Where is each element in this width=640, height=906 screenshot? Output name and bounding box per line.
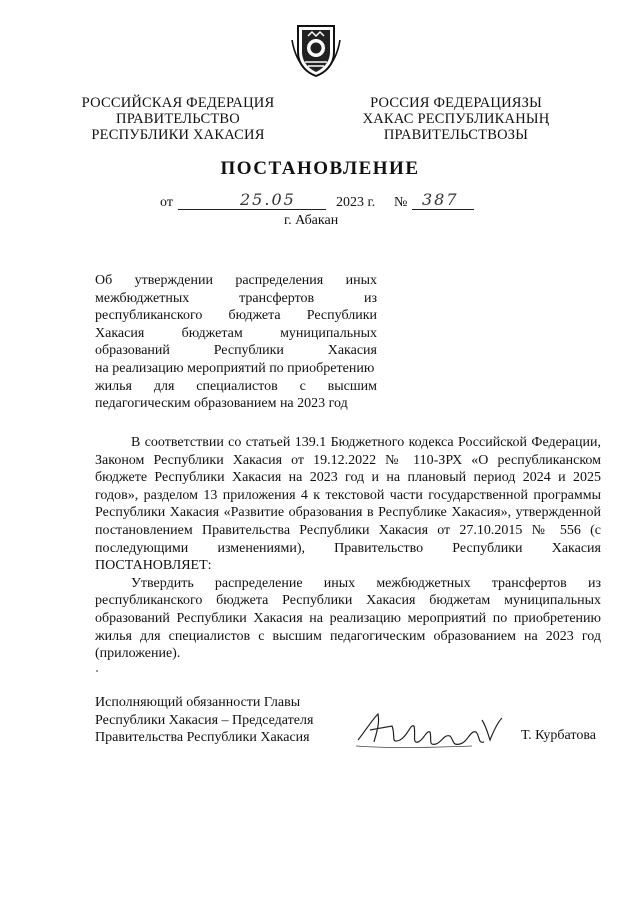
header-left xyxy=(80,95,276,143)
signer-position-line: Исполняющий обязанности Главы xyxy=(95,695,301,710)
header-left-line: РОССИЙСКАЯ ФЕДЕРАЦИЯ xyxy=(81,95,275,111)
number-underline xyxy=(412,209,474,210)
signer-position-line: Республики Хакасия – Председателя xyxy=(95,712,314,728)
stray-mark xyxy=(96,670,98,672)
subject-line: межбюджетных трансфертов из xyxy=(95,290,377,306)
subject-line: образований Республики Хакасия xyxy=(95,343,377,359)
signer-position xyxy=(95,694,313,747)
year-label: 2023 г. xyxy=(336,195,376,210)
city-label: г. Абакан xyxy=(284,213,339,228)
date-from-label: от xyxy=(160,195,173,210)
body-paragraph: Утвердить распределение иных межбюджетных трансфертов из республиканского бюджета Республики Хакасия бюджетам муниципальных образований Республики Хакасия на реализацию мероприятий по приобретению жилья для специалистов с высшим педагогическим образованием на 2023 год (приложение). xyxy=(95,575,601,662)
document-title: ПОСТАНОВЛЕНИЕ xyxy=(220,158,420,179)
subject-block xyxy=(95,272,377,413)
number-label: № xyxy=(394,195,408,210)
header-right xyxy=(352,95,560,143)
handwritten-date: 25.05 xyxy=(240,190,296,209)
signer-name: Т. Курбатова xyxy=(521,728,596,743)
signer-position-line: Правительства Республики Хакасия xyxy=(95,730,310,746)
subject-line: Хакасия бюджетам муниципальных xyxy=(95,325,377,341)
coat-of-arms-icon xyxy=(290,22,342,78)
date-underline xyxy=(178,209,326,210)
subject-line: Об утверждении распределения иных xyxy=(95,273,377,288)
subject-line: жилья для специалистов с высшим xyxy=(95,378,377,394)
subject-line: республиканского бюджета Республики xyxy=(95,308,377,324)
subject-line: на реализацию мероприятий по приобретению xyxy=(95,360,375,376)
body-text xyxy=(95,434,601,663)
body-paragraph: В соответствии со статьей 139.1 Бюджетного кодекса Российской Федерации, Законом Республики Хакасия от 19.12.2022 № 110-ЗРХ «О республиканском бюджете Республики Хакасия на 2023 год и на плановый период 2024 и 2025 годов», разделом 13 приложения 4 к текстовой части государственной программы Республики Хакасия «Развитие образования в Республике Хакасия», утвержденной постановлением Правительства Республики Хакасия от 27.10.2015 № 556 (с последующими изменениями), Правительство Республики Хакасия ПОСТАНОВЛЯЕТ: xyxy=(95,435,601,574)
handwritten-signature xyxy=(352,700,510,752)
subject-line: педагогическим образованием на 2023 год xyxy=(95,396,348,412)
header-right-line: ХАКАС РЕСПУБЛИКАНЫҢ xyxy=(362,111,550,127)
handwritten-number: 387 xyxy=(422,190,459,209)
header-right-line: ПРАВИТЕЛЬСТВОЗЫ xyxy=(383,127,529,143)
header-left-line: РЕСПУБЛИКИ ХАКАСИЯ xyxy=(91,127,265,143)
header-right-line: РОССИЯ ФЕДЕРАЦИЯЗЫ xyxy=(370,95,542,111)
header-left-line: ПРАВИТЕЛЬСТВО xyxy=(116,111,240,127)
